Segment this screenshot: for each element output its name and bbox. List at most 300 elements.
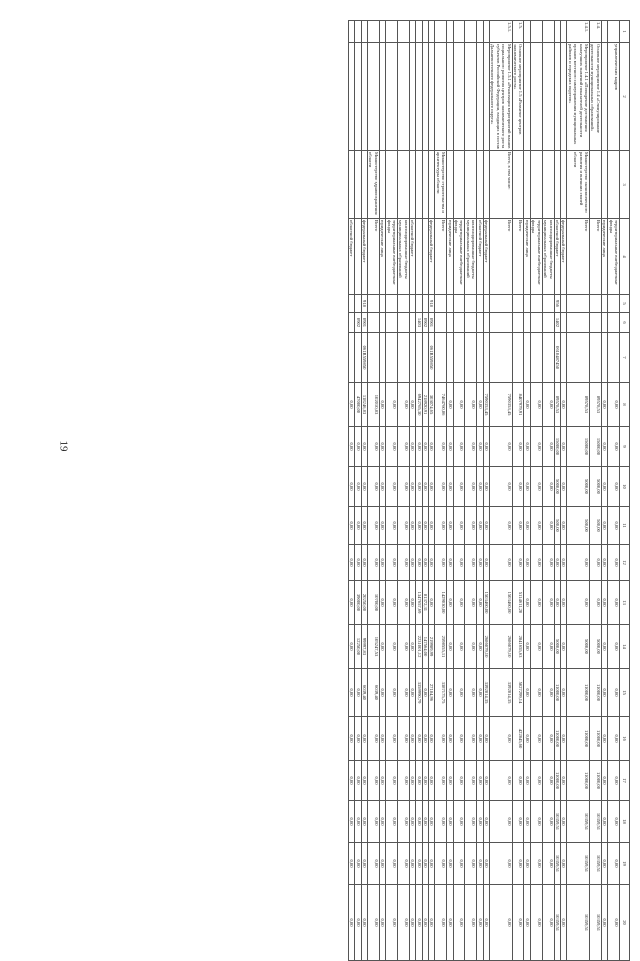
value-cell: 5000,00	[554, 467, 560, 507]
value-cell: 0,00	[422, 717, 428, 761]
cell-c6	[530, 313, 542, 333]
value-cell: 0,00	[490, 761, 513, 801]
header-cell: 16	[620, 717, 630, 761]
page-number: 19	[57, 440, 70, 452]
value-cell: 0,00	[524, 507, 530, 545]
value-cell: 0,00	[429, 843, 435, 885]
value-cell: 0,00	[379, 467, 385, 507]
cell-c5: 956	[554, 295, 560, 313]
cell-c3	[386, 151, 398, 219]
value-cell: 0,00	[386, 581, 398, 625]
value-cell: 3359990,79	[416, 669, 422, 717]
value-cell: 0,00	[447, 669, 453, 717]
value-cell: 0,00	[435, 801, 447, 843]
cell-c6: 1403	[416, 313, 422, 333]
value-cell: 10359,51	[567, 885, 590, 961]
table-row	[483, 21, 489, 961]
value-cell: 0,00	[361, 427, 367, 467]
header-cell: 19	[620, 843, 630, 885]
value-cell: 11000,00	[554, 669, 560, 717]
cell-c7	[435, 333, 447, 383]
cell-c7	[530, 333, 542, 383]
cell-c5	[355, 295, 361, 313]
value-cell: 0,00	[560, 625, 566, 669]
value-cell: 0,00	[367, 467, 379, 507]
value-cell: 0,00	[386, 383, 398, 427]
value-cell: 0,00	[477, 885, 483, 961]
table-row	[409, 21, 415, 961]
value-cell: 20250,00	[361, 581, 367, 625]
value-cell: 0,00	[379, 761, 385, 801]
cell-c6	[560, 313, 566, 333]
value-cell: 0,00	[355, 507, 361, 545]
value-cell: 0,00	[367, 717, 379, 761]
value-cell: 2686079,10	[483, 625, 489, 669]
value-cell: 0,00	[397, 717, 409, 761]
value-cell: 0,00	[477, 581, 483, 625]
value-cell: 0,00	[453, 625, 465, 669]
value-cell: 0,00	[348, 669, 354, 717]
cell-c2	[416, 43, 422, 151]
cell-c3	[453, 151, 465, 219]
value-cell: 0,00	[560, 427, 566, 467]
cell-c2	[465, 43, 477, 151]
value-cell: 0,00	[542, 761, 554, 801]
cell-c3	[608, 151, 620, 219]
value-cell: 0,00	[530, 545, 542, 581]
cell-c5	[397, 295, 409, 313]
table-row	[512, 21, 524, 961]
value-cell: 0,00	[465, 885, 477, 961]
cell-c1	[483, 21, 489, 43]
value-cell: 0,00	[453, 669, 465, 717]
value-cell: 0,00	[409, 843, 415, 885]
cell-c1	[554, 21, 560, 43]
cell-c4: юридические лица	[379, 219, 385, 295]
cell-c5	[409, 295, 415, 313]
cell-c5	[601, 295, 607, 313]
value-cell: 89578,53	[589, 383, 601, 427]
table-row	[554, 21, 560, 961]
value-cell: 0,00	[490, 427, 513, 467]
cell-c3	[422, 151, 428, 219]
value-cell: 5027299,14	[512, 669, 524, 717]
header-cell: 10	[620, 467, 630, 507]
value-cell: 0,00	[367, 761, 379, 801]
cell-c6	[542, 313, 554, 333]
value-cell: 0,00	[524, 625, 530, 669]
value-cell: 0,00	[512, 467, 524, 507]
value-cell: 0,00	[542, 545, 554, 581]
header-cell: 2	[620, 43, 630, 151]
cell-c4: федеральный бюджет	[560, 219, 566, 295]
cell-c1	[435, 21, 447, 43]
value-cell: 0,00	[453, 761, 465, 801]
cell-c1	[379, 21, 385, 43]
cell-c1	[465, 21, 477, 43]
header-row	[620, 21, 630, 961]
value-cell: 0,00	[530, 761, 542, 801]
value-cell: 0,00	[379, 581, 385, 625]
value-cell: 0,00	[429, 507, 435, 545]
value-cell: 11000,00	[589, 717, 601, 761]
value-cell: 500,00	[554, 507, 560, 545]
cell-c2	[453, 43, 465, 151]
cell-c3	[397, 151, 409, 219]
value-cell: 118246,83	[361, 383, 367, 427]
table-row	[542, 21, 554, 961]
value-cell: 0,00	[512, 761, 524, 801]
value-cell: 0,00	[379, 625, 385, 669]
cell-c4: юридические лица	[601, 219, 607, 295]
table-row	[435, 21, 447, 961]
cell-c5	[435, 295, 447, 313]
cell-c1	[422, 21, 428, 43]
cell-c3: Министерство здравоохранения области	[367, 151, 379, 219]
value-cell: 5000,00	[589, 625, 601, 669]
value-cell: 0,00	[422, 843, 428, 885]
table-row	[348, 21, 354, 961]
value-cell: 0,00	[524, 717, 530, 761]
cell-c2: Основное мероприятие 1.5 «Развитие центров экономического роста»	[512, 43, 524, 151]
cell-c7	[453, 333, 465, 383]
cell-c2	[397, 43, 409, 151]
value-cell: 0,00	[447, 885, 453, 961]
cell-c2	[435, 43, 447, 151]
cell-c2	[601, 43, 607, 151]
cell-c1	[477, 21, 483, 43]
cell-c7	[477, 333, 483, 383]
cell-c6	[367, 313, 379, 333]
value-cell: 0,00	[483, 427, 489, 467]
value-cell: 0,00	[530, 669, 542, 717]
value-cell: 89578,53	[567, 383, 590, 427]
cell-c7	[397, 333, 409, 383]
value-cell: 0,00	[512, 801, 524, 843]
value-cell: 0,00	[453, 545, 465, 581]
value-cell: 0,00	[477, 669, 483, 717]
cell-c5	[542, 295, 554, 313]
value-cell: 0,00	[397, 761, 409, 801]
value-cell: 0,00	[409, 717, 415, 761]
value-cell: 500,00	[567, 507, 590, 545]
value-cell: 0,00	[483, 717, 489, 761]
value-cell: 219989,99	[429, 625, 435, 669]
value-cell: 11000,00	[567, 717, 590, 761]
value-cell: 0,00	[490, 545, 513, 581]
value-cell: 0,00	[379, 885, 385, 961]
table-row	[560, 21, 566, 961]
value-cell: 6039,40	[361, 669, 367, 717]
value-cell: 0,00	[524, 581, 530, 625]
value-cell: 0,00	[435, 885, 447, 961]
value-cell: 0,00	[447, 467, 453, 507]
cell-c7	[608, 333, 620, 383]
value-cell: 0,00	[379, 717, 385, 761]
value-cell: 0,00	[348, 507, 354, 545]
value-cell: 0,00	[409, 427, 415, 467]
value-cell: 0,00	[416, 467, 422, 507]
value-cell: 11000,00	[589, 669, 601, 717]
cell-c3: Всего, в том числе:	[490, 151, 513, 219]
value-cell: 0,00	[355, 885, 361, 961]
value-cell: 0,00	[608, 383, 620, 427]
value-cell: 0,00	[361, 843, 367, 885]
table-row	[601, 21, 607, 961]
cell-c4: территориальные внебюджетные фонды	[386, 219, 398, 295]
value-cell: 0,00	[490, 507, 513, 545]
value-cell: 0,00	[542, 625, 554, 669]
value-cell: 0,00	[560, 717, 566, 761]
cell-c6: 0902	[355, 313, 361, 333]
cell-c4: Всего	[435, 219, 447, 295]
value-cell: 0,00	[435, 717, 447, 761]
cell-c4: Всего	[490, 219, 513, 295]
value-cell: 0,00	[397, 383, 409, 427]
value-cell: 0,00	[429, 761, 435, 801]
value-cell: 0,00	[490, 467, 513, 507]
cell-c5	[608, 295, 620, 313]
cell-c2	[429, 43, 435, 151]
cell-c1	[397, 21, 409, 43]
cell-c6	[348, 313, 354, 333]
cell-c1: 1.4.1.	[567, 21, 590, 43]
cell-c5	[416, 295, 422, 313]
cell-c2	[447, 43, 453, 151]
cell-c4: юридические лица	[524, 219, 530, 295]
value-cell: 0,00	[601, 669, 607, 717]
cell-c1	[608, 21, 620, 43]
value-cell: 0,00	[379, 427, 385, 467]
cell-c6	[379, 313, 385, 333]
value-cell: 0,00	[542, 885, 554, 961]
cell-c6	[512, 313, 524, 333]
cell-c5	[483, 295, 489, 313]
value-cell: 1347657,69	[416, 581, 422, 625]
cell-c1	[530, 21, 542, 43]
cell-c5: 918	[361, 295, 367, 313]
value-cell: 0,00	[530, 581, 542, 625]
value-cell: 0,00	[560, 761, 566, 801]
cell-c4: территориальные внебюджетные фонды	[608, 219, 620, 295]
value-cell: 0,00	[422, 669, 428, 717]
cell-c2	[355, 43, 361, 151]
cell-c3	[512, 151, 524, 219]
cell-c2	[524, 43, 530, 151]
value-cell: 0,00	[465, 717, 477, 761]
value-cell: 0,00	[348, 545, 354, 581]
value-cell: 0,00	[542, 467, 554, 507]
cell-c4: Всего	[367, 219, 379, 295]
value-cell: 0,00	[560, 383, 566, 427]
cell-c6	[567, 313, 590, 333]
cell-c5	[348, 295, 354, 313]
header-cell: 8	[620, 383, 630, 427]
value-cell: 0,00	[490, 801, 513, 843]
value-cell: 0,00	[530, 427, 542, 467]
cell-c4	[355, 219, 361, 295]
value-cell: 0,00	[530, 885, 542, 961]
value-cell: 5000,00	[554, 625, 560, 669]
value-cell: 0,00	[355, 669, 361, 717]
cell-c4: консолидированные бюджеты муниципальных образований	[397, 219, 409, 295]
cell-c6: 0901	[361, 313, 367, 333]
cell-c1	[524, 21, 530, 43]
value-cell: 0,00	[453, 581, 465, 625]
value-cell: 0,00	[355, 545, 361, 581]
value-cell: 15000,00	[554, 427, 560, 467]
value-cell: 15000,00	[589, 427, 601, 467]
cell-c5	[560, 295, 566, 313]
table-row	[422, 21, 428, 961]
value-cell: 0,00	[361, 761, 367, 801]
cell-c2	[530, 43, 542, 151]
cell-c1	[601, 21, 607, 43]
cell-c4: областной бюджет	[554, 219, 560, 295]
cell-c3	[416, 151, 422, 219]
funding-table	[348, 20, 630, 961]
header-cell: 3	[620, 151, 630, 219]
table-row	[477, 21, 483, 961]
cell-c7	[416, 333, 422, 383]
value-cell: 0,00	[542, 843, 554, 885]
cell-c1	[367, 21, 379, 43]
value-cell: 0,00	[465, 545, 477, 581]
value-cell: 0,00	[367, 843, 379, 885]
cell-c7	[524, 333, 530, 383]
value-cell: 5000,00	[567, 625, 590, 669]
value-cell: 0,00	[367, 885, 379, 961]
value-cell: 10359,51	[554, 843, 560, 885]
cell-c1	[429, 21, 435, 43]
value-cell: 0,00	[416, 761, 422, 801]
cell-c6	[608, 313, 620, 333]
value-cell: 0,00	[524, 801, 530, 843]
value-cell: 10359,51	[554, 801, 560, 843]
value-cell: 0,00	[465, 581, 477, 625]
cell-c7	[601, 333, 607, 383]
value-cell: 3392814,35	[490, 669, 513, 717]
header-cell: 1	[620, 21, 630, 43]
value-cell: 81372,31	[422, 581, 428, 625]
value-cell: 0,00	[560, 669, 566, 717]
value-cell: 0,00	[397, 625, 409, 669]
value-cell: 0,00	[601, 761, 607, 801]
value-cell: 0,00	[397, 669, 409, 717]
value-cell: 11000,00	[589, 761, 601, 801]
value-cell: 0,00	[477, 761, 483, 801]
value-cell: 0,00	[429, 427, 435, 467]
header-cell: 5	[620, 295, 630, 313]
value-cell: 0,00	[589, 581, 601, 625]
cell-c5	[524, 295, 530, 313]
value-cell: 0,00	[429, 581, 435, 625]
cell-c2	[386, 43, 398, 151]
cell-c4: Всего	[512, 219, 524, 295]
header-cell: 14	[620, 625, 630, 669]
value-cell: 2598555,11	[435, 625, 447, 669]
value-cell: 0,00	[348, 885, 354, 961]
table-row	[361, 21, 367, 961]
value-cell: 0,00	[416, 545, 422, 581]
value-cell: 0,00	[348, 761, 354, 801]
cell-c2	[560, 43, 566, 151]
value-cell: 0,00	[422, 507, 428, 545]
value-cell: 0,00	[409, 467, 415, 507]
value-cell: 0,00	[524, 383, 530, 427]
value-cell: 0,00	[465, 625, 477, 669]
cell-c1: 1.5.1.	[490, 21, 513, 43]
value-cell: 0,00	[416, 801, 422, 843]
value-cell: 0,00	[608, 801, 620, 843]
value-cell: 0,00	[379, 507, 385, 545]
cell-c2	[477, 43, 483, 151]
value-cell: 0,00	[409, 761, 415, 801]
cell-c3	[429, 151, 435, 219]
value-cell: 3392814,35	[483, 669, 489, 717]
cell-c7	[355, 333, 361, 383]
value-cell: 0,00	[560, 843, 566, 885]
value-cell: 0,00	[386, 427, 398, 467]
value-cell: 0,00	[416, 507, 422, 545]
value-cell: 0,00	[483, 761, 489, 801]
cell-c1	[361, 21, 367, 43]
cell-c5	[477, 295, 483, 313]
value-cell: 0,00	[477, 545, 483, 581]
value-cell: 102010,83	[367, 383, 379, 427]
cell-c3	[409, 151, 415, 219]
cell-c1	[416, 21, 422, 43]
cell-c2: управленческих кадров	[608, 43, 620, 151]
value-cell: 0,00	[355, 467, 361, 507]
value-cell: 0,00	[429, 717, 435, 761]
value-cell: 0,00	[379, 383, 385, 427]
value-cell: 0,00	[608, 507, 620, 545]
value-cell: 5000,00	[567, 467, 590, 507]
value-cell: 0,00	[453, 507, 465, 545]
value-cell: 7590353,45	[490, 383, 513, 427]
value-cell: 0,00	[422, 467, 428, 507]
value-cell: 0,00	[483, 843, 489, 885]
value-cell: 0,00	[483, 467, 489, 507]
cell-c7	[483, 333, 489, 383]
value-cell: 3387175,75	[435, 669, 447, 717]
value-cell: 0,00	[397, 581, 409, 625]
value-cell: 0,00	[447, 427, 453, 467]
cell-c2	[348, 43, 354, 151]
value-cell: 0,00	[530, 801, 542, 843]
value-cell: 10359,51	[567, 801, 590, 843]
value-cell: 0,00	[601, 625, 607, 669]
value-cell: 0,00	[386, 625, 398, 669]
value-cell: 0,00	[465, 507, 477, 545]
value-cell: 0,00	[530, 507, 542, 545]
header-cell: 17	[620, 761, 630, 801]
value-cell: 422845,60	[512, 717, 524, 761]
cell-c4: консолидированные бюджеты муниципальных образований	[465, 219, 477, 295]
value-cell: 0,00	[447, 545, 453, 581]
value-cell: 0,00	[477, 467, 483, 507]
value-cell: 7464760,86	[435, 383, 447, 427]
value-cell: 0,00	[361, 507, 367, 545]
value-cell: 0,00	[477, 717, 483, 761]
value-cell: 0,00	[530, 843, 542, 885]
value-cell: 6039,40	[367, 669, 379, 717]
value-cell: 0,00	[524, 843, 530, 885]
cell-c7	[560, 333, 566, 383]
cell-c7	[386, 333, 398, 383]
value-cell: 0,00	[447, 625, 453, 669]
